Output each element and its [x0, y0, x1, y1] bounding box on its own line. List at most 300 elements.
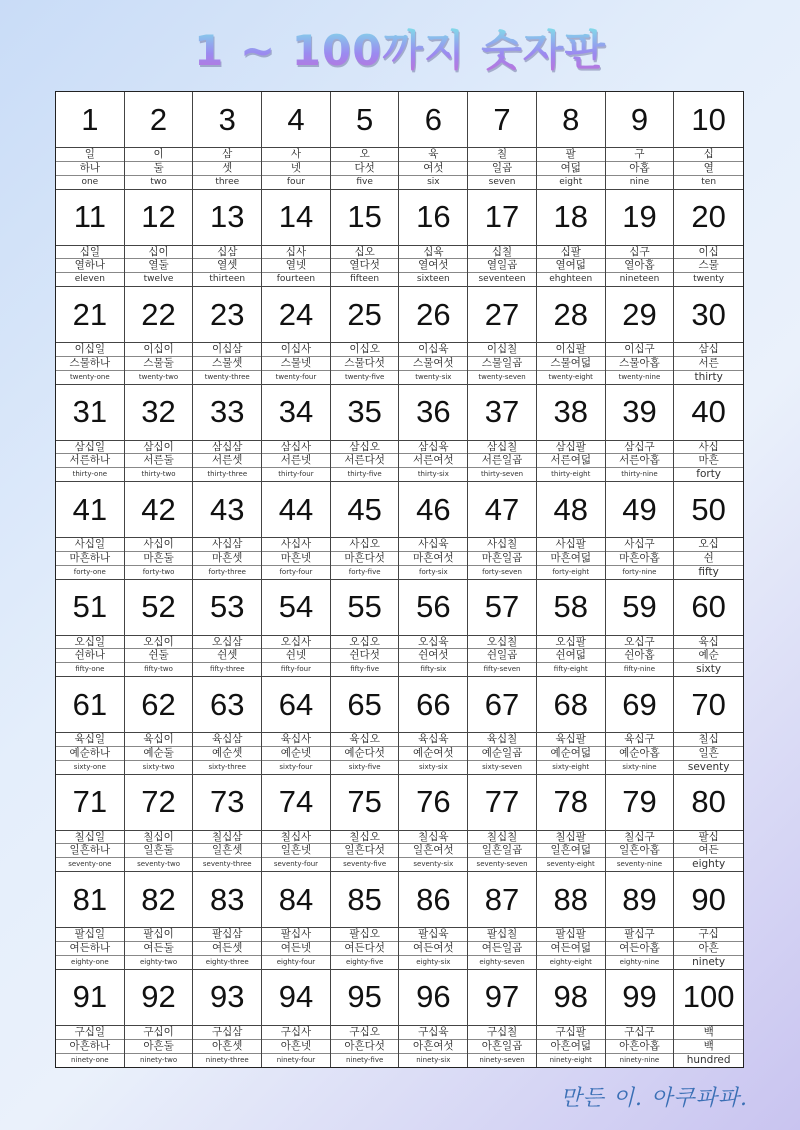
english-word: ninety-three — [205, 1055, 249, 1064]
number-digit: 46 — [399, 482, 467, 538]
sino-korean-reading: 팔십칠 — [468, 928, 536, 942]
english-word: fifty-two — [144, 665, 173, 674]
number-cell — [331, 92, 400, 190]
english-word: forty-two — [142, 567, 175, 576]
sino-korean-reading: 사십육 — [399, 538, 467, 552]
number-digit: 78 — [537, 775, 605, 831]
number-digit: 44 — [262, 482, 330, 538]
number-cell — [674, 482, 743, 580]
sino-korean-reading: 십오 — [331, 246, 399, 260]
sino-korean-reading: 삼십일 — [56, 441, 124, 455]
native-korean-reading: 여든하나 — [56, 942, 124, 956]
native-korean-reading: 서른 — [674, 357, 743, 371]
native-korean-reading: 서른하나 — [56, 454, 124, 468]
number-cell — [56, 580, 125, 678]
number-digit: 82 — [125, 872, 193, 928]
sino-korean-reading: 육십육 — [399, 733, 467, 747]
number-digit: 76 — [399, 775, 467, 831]
english-word: seventy-seven — [476, 860, 528, 869]
number-cell — [468, 677, 537, 775]
number-digit: 72 — [125, 775, 193, 831]
english-word: three — [215, 176, 240, 187]
native-korean-reading: 마흔둘 — [125, 552, 193, 566]
number-cell — [674, 190, 743, 288]
sino-korean-reading: 육십이 — [125, 733, 193, 747]
sino-korean-reading: 이십이 — [125, 343, 193, 357]
english-word: eighty-eight — [549, 957, 592, 966]
number-digit: 94 — [262, 970, 330, 1026]
number-digit: 85 — [331, 872, 399, 928]
native-korean-reading: 예순여섯 — [399, 747, 467, 761]
native-korean-reading: 셋 — [193, 162, 261, 176]
native-korean-reading: 아흔아홉 — [606, 1040, 674, 1054]
number-digit: 100 — [674, 970, 743, 1026]
native-korean-reading: 하나 — [56, 162, 124, 176]
number-cell — [537, 970, 606, 1068]
sino-korean-reading: 십일 — [56, 246, 124, 260]
sino-korean-reading: 오십이 — [125, 636, 193, 650]
native-korean-reading: 쉰다섯 — [331, 649, 399, 663]
number-cell — [331, 872, 400, 970]
sino-korean-reading: 육십삼 — [193, 733, 261, 747]
english-word: five — [356, 176, 373, 187]
native-korean-reading: 서른일곱 — [468, 454, 536, 468]
number-digit: 89 — [606, 872, 674, 928]
native-korean-reading: 열 — [674, 162, 743, 176]
number-digit: 20 — [674, 190, 743, 246]
english-word: seventy-eight — [546, 860, 595, 869]
number-digit: 7 — [468, 92, 536, 148]
number-digit: 22 — [125, 287, 193, 343]
number-digit: 24 — [262, 287, 330, 343]
english-word: twenty-eight — [548, 372, 593, 381]
native-korean-reading: 쉰여덟 — [537, 649, 605, 663]
number-cell — [537, 580, 606, 678]
sino-korean-reading: 이십삼 — [193, 343, 261, 357]
number-digit: 27 — [468, 287, 536, 343]
english-word: fifty-four — [280, 665, 311, 674]
number-cell — [399, 970, 468, 1068]
number-cell — [56, 385, 125, 483]
number-cell — [125, 677, 194, 775]
english-word: seventy-five — [343, 860, 387, 869]
english-word: six — [427, 176, 440, 187]
english-word: thirty — [694, 370, 723, 383]
sino-korean-reading: 구십삼 — [193, 1026, 261, 1040]
sino-korean-reading: 오십구 — [606, 636, 674, 650]
native-korean-reading: 서른여섯 — [399, 454, 467, 468]
native-korean-reading: 마흔다섯 — [331, 552, 399, 566]
native-korean-reading: 아흔둘 — [125, 1040, 193, 1054]
english-word: fifty-one — [75, 665, 105, 674]
number-cell — [399, 775, 468, 873]
sino-korean-reading: 삼십팔 — [537, 441, 605, 455]
native-korean-reading: 여든셋 — [193, 942, 261, 956]
number-cell — [606, 872, 675, 970]
number-digit: 98 — [537, 970, 605, 1026]
number-digit: 54 — [262, 580, 330, 636]
sino-korean-reading: 이십오 — [331, 343, 399, 357]
sino-korean-reading: 칠십사 — [262, 831, 330, 845]
number-digit: 51 — [56, 580, 124, 636]
sino-korean-reading: 칠십일 — [56, 831, 124, 845]
number-digit: 59 — [606, 580, 674, 636]
number-cell — [331, 482, 400, 580]
sino-korean-reading: 이십사 — [262, 343, 330, 357]
number-cell — [606, 677, 675, 775]
number-cell — [125, 287, 194, 385]
native-korean-reading: 쉰일곱 — [468, 649, 536, 663]
english-word: fifty-seven — [483, 665, 521, 674]
native-korean-reading: 일흔여섯 — [399, 844, 467, 858]
number-digit: 39 — [606, 385, 674, 441]
number-digit: 34 — [262, 385, 330, 441]
english-word: eighty-six — [416, 957, 451, 966]
number-digit: 36 — [399, 385, 467, 441]
native-korean-reading: 서른둘 — [125, 454, 193, 468]
number-digit: 19 — [606, 190, 674, 246]
native-korean-reading: 쉰아홉 — [606, 649, 674, 663]
number-digit: 83 — [193, 872, 261, 928]
native-korean-reading: 예순여덟 — [537, 747, 605, 761]
native-korean-reading: 일흔여덟 — [537, 844, 605, 858]
number-cell — [399, 92, 468, 190]
native-korean-reading: 마흔여섯 — [399, 552, 467, 566]
sino-korean-reading: 십팔 — [537, 246, 605, 260]
native-korean-reading: 아흔여덟 — [537, 1040, 605, 1054]
number-digit: 62 — [125, 677, 193, 733]
native-korean-reading: 예순하나 — [56, 747, 124, 761]
native-korean-reading: 여든다섯 — [331, 942, 399, 956]
number-cell — [331, 190, 400, 288]
sino-korean-reading: 삼십 — [674, 343, 743, 357]
english-word: sixty-nine — [622, 762, 657, 771]
number-cell — [125, 872, 194, 970]
number-cell — [468, 872, 537, 970]
english-word: sixteen — [416, 274, 450, 285]
english-word: ninety-four — [276, 1055, 316, 1064]
sino-korean-reading: 사십오 — [331, 538, 399, 552]
native-korean-reading: 여든여덟 — [537, 942, 605, 956]
page-title: 1 ~ 100까지 숫자판 — [0, 26, 800, 76]
number-digit: 5 — [331, 92, 399, 148]
native-korean-reading: 마흔넷 — [262, 552, 330, 566]
number-cell — [537, 385, 606, 483]
number-cell — [537, 677, 606, 775]
native-korean-reading: 일흔하나 — [56, 844, 124, 858]
sino-korean-reading: 백 — [674, 1026, 743, 1040]
number-cell — [56, 190, 125, 288]
number-digit: 26 — [399, 287, 467, 343]
number-cell — [193, 580, 262, 678]
native-korean-reading: 쉰여섯 — [399, 649, 467, 663]
native-korean-reading: 일흔둘 — [125, 844, 193, 858]
native-korean-reading: 열여섯 — [399, 259, 467, 273]
sino-korean-reading: 육십일 — [56, 733, 124, 747]
sino-korean-reading: 삼십삼 — [193, 441, 261, 455]
sino-korean-reading: 이 — [125, 148, 193, 162]
sino-korean-reading: 삼십오 — [331, 441, 399, 455]
number-cell — [537, 872, 606, 970]
english-word: twenty-nine — [618, 372, 661, 381]
number-cell — [56, 677, 125, 775]
native-korean-reading: 다섯 — [331, 162, 399, 176]
english-word: thirty-two — [141, 470, 176, 479]
number-cell — [262, 872, 331, 970]
sino-korean-reading: 오십육 — [399, 636, 467, 650]
number-digit: 38 — [537, 385, 605, 441]
number-cell — [537, 775, 606, 873]
english-word: seventy-four — [273, 860, 319, 869]
sino-korean-reading: 사십이 — [125, 538, 193, 552]
number-digit: 58 — [537, 580, 605, 636]
sino-korean-reading: 삼십구 — [606, 441, 674, 455]
number-cell — [606, 92, 675, 190]
number-cell — [193, 482, 262, 580]
native-korean-reading: 여든넷 — [262, 942, 330, 956]
number-digit: 69 — [606, 677, 674, 733]
english-word: seventy-six — [413, 860, 454, 869]
native-korean-reading: 일흔 — [674, 747, 743, 761]
sino-korean-reading: 오십 — [674, 538, 743, 552]
english-word: eighty-three — [205, 957, 249, 966]
number-digit: 31 — [56, 385, 124, 441]
number-cell — [468, 775, 537, 873]
english-word: fifty-eight — [553, 665, 588, 674]
number-cell — [674, 775, 743, 873]
english-word: fifty — [698, 565, 719, 578]
number-cell — [262, 482, 331, 580]
english-word: two — [150, 176, 167, 187]
sino-korean-reading: 구십팔 — [537, 1026, 605, 1040]
sino-korean-reading: 이십칠 — [468, 343, 536, 357]
sino-korean-reading: 육십구 — [606, 733, 674, 747]
number-cell — [537, 92, 606, 190]
native-korean-reading: 여덟 — [537, 162, 605, 176]
sino-korean-reading: 사십구 — [606, 538, 674, 552]
number-digit: 55 — [331, 580, 399, 636]
sino-korean-reading: 팔 — [537, 148, 605, 162]
sino-korean-reading: 팔십팔 — [537, 928, 605, 942]
english-word: eighty-one — [71, 957, 109, 966]
native-korean-reading: 스물셋 — [193, 357, 261, 371]
sino-korean-reading: 삼십사 — [262, 441, 330, 455]
sino-korean-reading: 육십오 — [331, 733, 399, 747]
native-korean-reading: 일흔일곱 — [468, 844, 536, 858]
number-digit: 40 — [674, 385, 743, 441]
sino-korean-reading: 구십사 — [262, 1026, 330, 1040]
english-word: twenty-seven — [478, 372, 526, 381]
sino-korean-reading: 사십칠 — [468, 538, 536, 552]
english-word: sixty-two — [142, 762, 175, 771]
native-korean-reading: 일곱 — [468, 162, 536, 176]
english-word: ninety-six — [416, 1055, 451, 1064]
sino-korean-reading: 십칠 — [468, 246, 536, 260]
number-cell — [56, 482, 125, 580]
number-grid — [55, 91, 744, 1068]
native-korean-reading: 열넷 — [262, 259, 330, 273]
number-digit: 84 — [262, 872, 330, 928]
number-cell — [262, 92, 331, 190]
number-cell — [262, 385, 331, 483]
sino-korean-reading: 구십구 — [606, 1026, 674, 1040]
number-digit: 28 — [537, 287, 605, 343]
native-korean-reading: 마흔 — [674, 454, 743, 468]
number-digit: 74 — [262, 775, 330, 831]
number-digit: 90 — [674, 872, 743, 928]
number-cell — [674, 970, 743, 1068]
number-digit: 37 — [468, 385, 536, 441]
sino-korean-reading: 십삼 — [193, 246, 261, 260]
english-word: fifty-nine — [623, 665, 656, 674]
english-word: ninety-five — [346, 1055, 384, 1064]
number-cell — [468, 190, 537, 288]
native-korean-reading: 마흔하나 — [56, 552, 124, 566]
number-digit: 9 — [606, 92, 674, 148]
number-cell — [125, 385, 194, 483]
native-korean-reading: 쉰둘 — [125, 649, 193, 663]
number-digit: 75 — [331, 775, 399, 831]
sino-korean-reading: 팔십오 — [331, 928, 399, 942]
native-korean-reading: 열둘 — [125, 259, 193, 273]
number-digit: 47 — [468, 482, 536, 538]
native-korean-reading: 스물넷 — [262, 357, 330, 371]
number-digit: 67 — [468, 677, 536, 733]
native-korean-reading: 열셋 — [193, 259, 261, 273]
number-digit: 77 — [468, 775, 536, 831]
number-digit: 65 — [331, 677, 399, 733]
english-word: fourteen — [276, 274, 316, 285]
sino-korean-reading: 칠십이 — [125, 831, 193, 845]
number-digit: 63 — [193, 677, 261, 733]
number-cell — [193, 872, 262, 970]
native-korean-reading: 일흔아홉 — [606, 844, 674, 858]
number-cell — [193, 775, 262, 873]
sino-korean-reading: 일 — [56, 148, 124, 162]
number-cell — [331, 677, 400, 775]
number-cell — [468, 287, 537, 385]
english-word: thirty-six — [417, 470, 449, 479]
english-word: seven — [488, 176, 516, 187]
sino-korean-reading: 오십일 — [56, 636, 124, 650]
english-word: thirty-one — [72, 470, 108, 479]
native-korean-reading: 마흔일곱 — [468, 552, 536, 566]
number-digit: 60 — [674, 580, 743, 636]
number-digit: 45 — [331, 482, 399, 538]
number-digit: 13 — [193, 190, 261, 246]
number-digit: 35 — [331, 385, 399, 441]
english-word: twenty-two — [138, 372, 179, 381]
native-korean-reading: 여든아홉 — [606, 942, 674, 956]
english-word: hundred — [686, 1054, 731, 1067]
english-word: sixty-five — [348, 762, 381, 771]
number-digit: 43 — [193, 482, 261, 538]
native-korean-reading: 예순둘 — [125, 747, 193, 761]
number-digit: 41 — [56, 482, 124, 538]
sino-korean-reading: 육십칠 — [468, 733, 536, 747]
english-word: eighty-four — [276, 957, 316, 966]
sino-korean-reading: 삼십칠 — [468, 441, 536, 455]
english-word: twenty — [693, 274, 725, 285]
number-digit: 87 — [468, 872, 536, 928]
number-cell — [262, 287, 331, 385]
sino-korean-reading: 칠십칠 — [468, 831, 536, 845]
sino-korean-reading: 칠십삼 — [193, 831, 261, 845]
english-word: seventy-three — [202, 860, 252, 869]
number-cell — [537, 190, 606, 288]
sino-korean-reading: 팔십구 — [606, 928, 674, 942]
english-word: twenty-three — [204, 372, 250, 381]
number-digit: 1 — [56, 92, 124, 148]
number-cell — [606, 287, 675, 385]
sino-korean-reading: 오십팔 — [537, 636, 605, 650]
english-word: seventeen — [478, 274, 526, 285]
number-cell — [606, 190, 675, 288]
number-cell — [537, 287, 606, 385]
english-word: forty-nine — [622, 567, 657, 576]
native-korean-reading: 스물 — [674, 259, 743, 273]
english-word: ninety-nine — [619, 1055, 660, 1064]
english-word: thirteen — [209, 274, 246, 285]
sino-korean-reading: 사십 — [674, 441, 743, 455]
number-digit: 10 — [674, 92, 743, 148]
sino-korean-reading: 사십팔 — [537, 538, 605, 552]
sino-korean-reading: 삼 — [193, 148, 261, 162]
english-word: twenty-five — [344, 372, 385, 381]
number-digit: 18 — [537, 190, 605, 246]
native-korean-reading: 아흔넷 — [262, 1040, 330, 1054]
number-cell — [331, 287, 400, 385]
number-digit: 96 — [399, 970, 467, 1026]
english-word: forty-three — [208, 567, 246, 576]
native-korean-reading: 서른다섯 — [331, 454, 399, 468]
sino-korean-reading: 칠십육 — [399, 831, 467, 845]
number-digit: 12 — [125, 190, 193, 246]
english-word: forty-six — [419, 567, 448, 576]
sino-korean-reading: 구십일 — [56, 1026, 124, 1040]
sino-korean-reading: 칠십팔 — [537, 831, 605, 845]
native-korean-reading: 스물여섯 — [399, 357, 467, 371]
number-digit: 29 — [606, 287, 674, 343]
number-digit: 21 — [56, 287, 124, 343]
number-cell — [606, 482, 675, 580]
number-digit: 88 — [537, 872, 605, 928]
english-word: eleven — [74, 274, 105, 285]
native-korean-reading: 아흔하나 — [56, 1040, 124, 1054]
number-cell — [193, 190, 262, 288]
number-cell — [468, 385, 537, 483]
sino-korean-reading: 십구 — [606, 246, 674, 260]
sino-korean-reading: 사십일 — [56, 538, 124, 552]
english-word: eighty-seven — [479, 957, 525, 966]
sino-korean-reading: 사십삼 — [193, 538, 261, 552]
number-digit: 56 — [399, 580, 467, 636]
sino-korean-reading: 오 — [331, 148, 399, 162]
english-word: fifty-five — [350, 665, 380, 674]
number-digit: 25 — [331, 287, 399, 343]
number-digit: 42 — [125, 482, 193, 538]
native-korean-reading: 열아홉 — [606, 259, 674, 273]
english-word: thirty-nine — [621, 470, 658, 479]
number-cell — [331, 385, 400, 483]
english-word: thirty-eight — [551, 470, 591, 479]
native-korean-reading: 예순다섯 — [331, 747, 399, 761]
native-korean-reading: 쉰하나 — [56, 649, 124, 663]
sino-korean-reading: 십육 — [399, 246, 467, 260]
number-digit: 95 — [331, 970, 399, 1026]
number-cell — [468, 92, 537, 190]
number-digit: 93 — [193, 970, 261, 1026]
